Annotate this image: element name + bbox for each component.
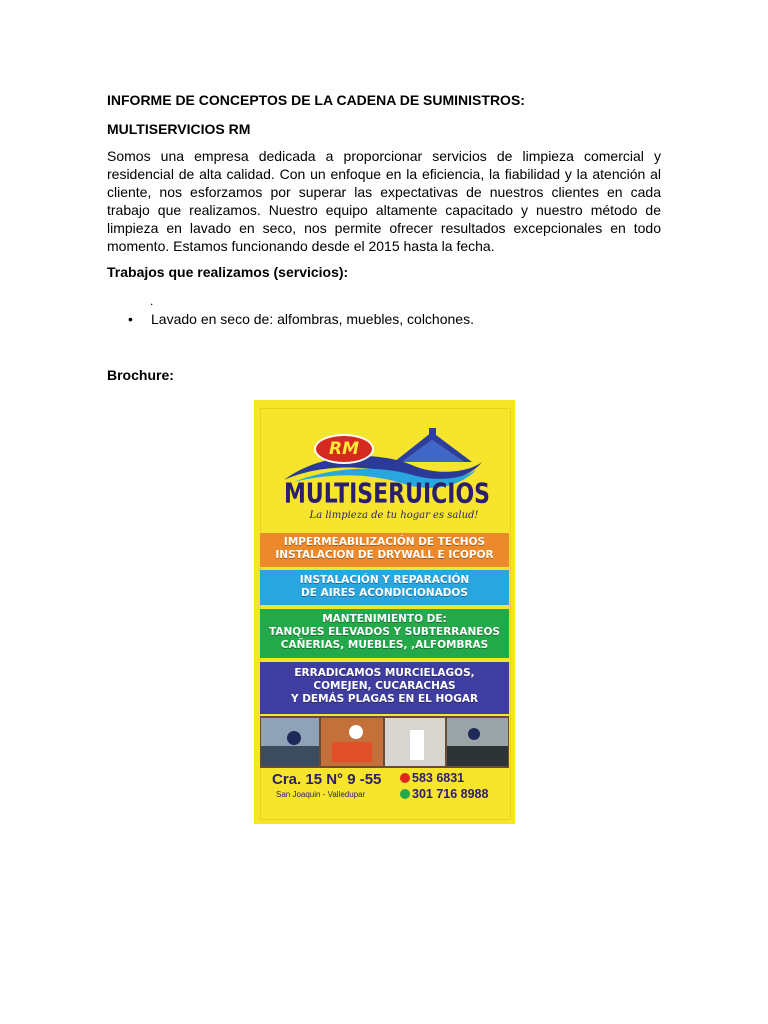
- band-line: INSTALACION DE DRYWALL E ICOPOR: [275, 549, 494, 561]
- city: San Joaquin - Valledupar: [276, 790, 366, 799]
- slogan: La limpieza de tu hogar es salud!: [309, 510, 479, 521]
- band-line: MANTENIMIENTO DE:: [322, 613, 447, 625]
- services-heading: Trabajos que realizamos (servicios):: [107, 264, 349, 280]
- rm-badge: RM: [314, 434, 374, 464]
- brochure-heading: Brochure:: [107, 367, 174, 383]
- band-line: DE AIRES ACONDICIONADOS: [301, 587, 468, 599]
- phone-mobile: [400, 787, 488, 801]
- band-line: TANQUES ELEVADOS Y SUBTERRANEOS: [269, 626, 500, 638]
- company-heading: MULTISERVICIOS RM: [107, 121, 251, 137]
- brand-name: MULTISERUICIOS: [283, 478, 491, 511]
- whatsapp-icon: [400, 789, 410, 799]
- band-air-conditioning: [260, 570, 509, 605]
- band-line: CAÑERIAS, MUEBLES, ,ALFOMBRAS: [280, 639, 489, 651]
- band-line: Y DEMÁS PLAGAS EN EL HOGAR: [290, 693, 479, 705]
- service-photos: [260, 716, 509, 768]
- band-line: COMEJEN, CUCARACHAS: [313, 680, 456, 692]
- phone-number: 583 6831: [412, 771, 465, 785]
- band-waterproofing: [260, 533, 509, 567]
- band-maintenance: [260, 609, 509, 658]
- address: Cra. 15 N° 9 -55: [272, 771, 382, 788]
- stray-mark: .: [150, 294, 154, 308]
- bullet-icon: •: [128, 311, 133, 327]
- band-line: INSTALACIÓN Y REPARACIÓN: [299, 574, 470, 586]
- phone-icon: [400, 773, 410, 783]
- band-line: ERRADICAMOS MURCIELAGOS,: [294, 667, 475, 679]
- band-pest-control: [260, 662, 509, 714]
- phone-number: 301 716 8988: [412, 787, 489, 801]
- brochure-image: [254, 400, 515, 824]
- phone-landline: [400, 771, 464, 785]
- intro-paragraph: Somos una empresa dedicada a proporcionar servicios de limpieza comercial y residencial de alta calidad. Con un enfoque en la eficiencia, la fiabilidad y la atención al cliente, nos esforzamos por superar las expectativas de nuestros clientes en cada trabajo que realizamos. Nuestro equipo altamente capacitado y nuestro método de limpieza en lavado en seco, nos permite ofrecer resultados excepcionales en todo momento. Estamos funcionando desde el 2015 hasta la fecha.: [107, 148, 661, 254]
- list-item: Lavado en seco de: alfombras, muebles, colchones.: [151, 311, 474, 327]
- document-title: INFORME DE CONCEPTOS DE LA CADENA DE SUMINISTROS:: [107, 92, 525, 108]
- band-line: IMPERMEABILIZACIÓN DE TECHOS: [283, 536, 486, 548]
